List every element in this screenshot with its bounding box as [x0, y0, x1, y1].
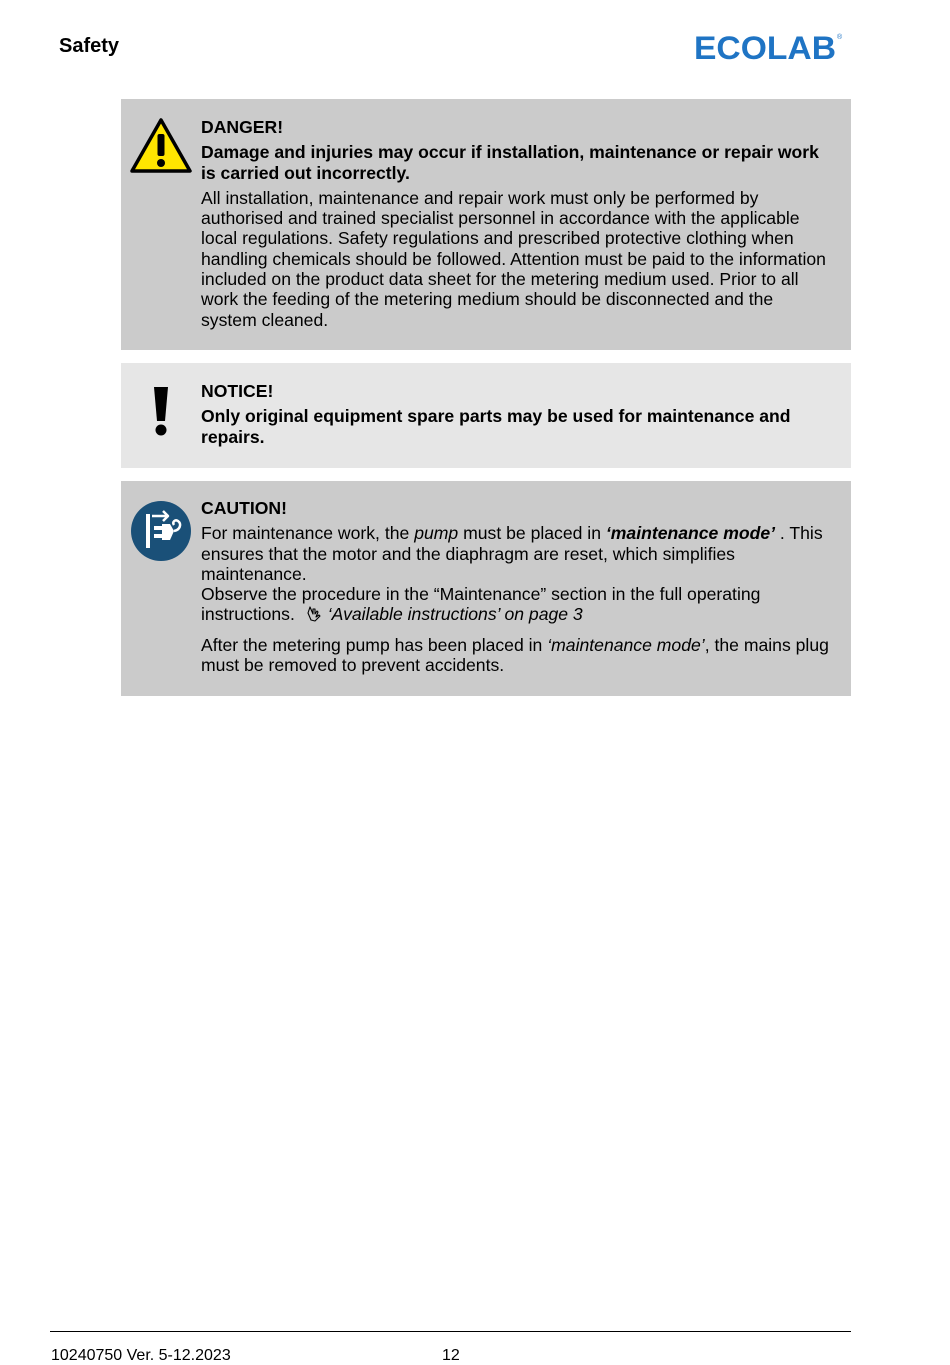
danger-signal-word: DANGER! — [201, 117, 284, 137]
warning-triangle-icon — [130, 118, 192, 174]
svg-text:®: ® — [837, 34, 843, 41]
danger-content — [201, 117, 833, 330]
ecolab-logo — [694, 30, 844, 64]
disconnect-plug-icon — [130, 500, 192, 562]
caution-paragraph-1: For maintenance work, the pump must be placed in ‘maintenance mode’ . This ensures that the motor and the diaphragm are reset, which simplifies maintenance. — [201, 523, 823, 584]
caution-paragraph-2: Observe the procedure in the “Maintenance” section in the full operating instructions. ‘Available instructions’ on page 3 — [201, 584, 761, 625]
caution-paragraph-3: After the metering pump has been placed in ‘maintenance mode’, the mains plug must be removed to prevent accidents. — [201, 634, 829, 676]
notice-signal-word: NOTICE! — [201, 381, 274, 401]
footer-divider — [50, 1331, 851, 1332]
footer-page-number: 12 — [442, 1347, 460, 1364]
danger-body: All installation, maintenance and repair work must only be performed by authorised and trained specialist personnel in accordance with the applicable local regulations. Safety regulations and prescribed protective clothing when handling chemicals should be followed. Attention must be paid to the information included on the product data sheet for the metering medium used. Prior to all work the feeding of the metering medium should be disconnected and the system cleaned. — [201, 187, 826, 330]
exclamation-icon — [150, 385, 172, 437]
caution-signal-word: CAUTION! — [201, 498, 288, 518]
danger-headline: Damage and injuries may occur if installation, maintenance or repair work is carried out incorrectly. — [201, 142, 819, 183]
footer-doc-number: 10240750 Ver. 5-12.2023 — [51, 1347, 231, 1364]
caution-content — [201, 498, 837, 675]
page-section-title: Safety — [59, 35, 120, 57]
hand-pointer-icon — [300, 604, 328, 624]
available-instructions-link[interactable]: ‘Available instructions’ on page 3 — [327, 604, 583, 625]
svg-text:ECOLAB: ECOLAB — [694, 30, 836, 64]
notice-headline: Only original equipment spare parts may be used for maintenance and repairs. — [201, 406, 791, 447]
notice-content — [201, 381, 833, 447]
